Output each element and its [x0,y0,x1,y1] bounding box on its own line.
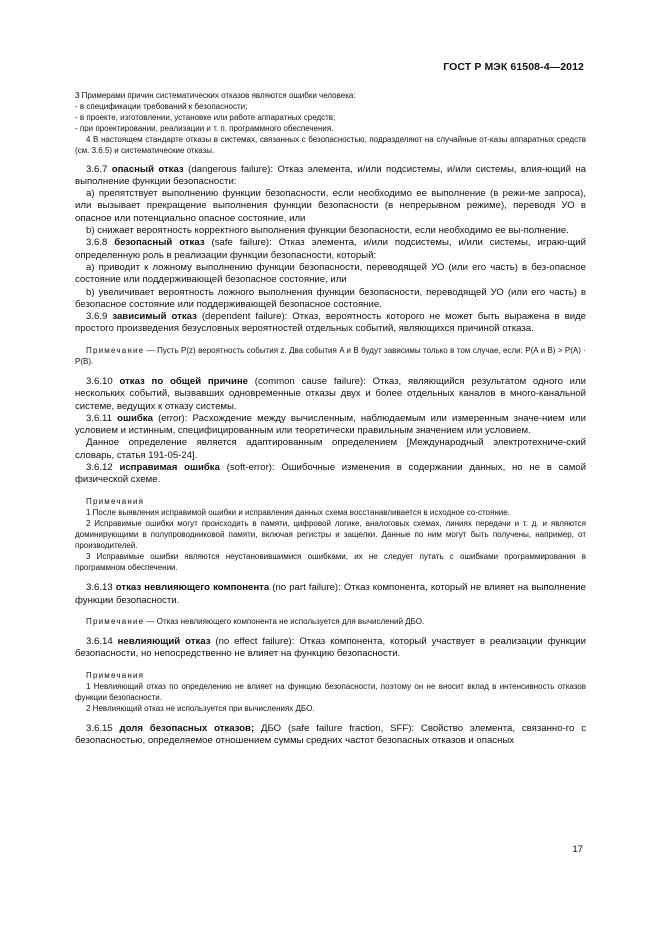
clause-number: 3.6.14 [86,635,113,647]
term: зависимый отказ [112,311,197,323]
clause-number: 3.6.11 [86,412,112,424]
definition-3-6-12 [75,462,586,487]
clause-number: 3.6.12 [86,461,113,473]
note-label: Примечание [86,616,145,626]
clause-number: 3.6.15 [86,722,113,734]
notes-label: Примечания [86,670,145,680]
definition-3-6-15 [75,723,586,748]
note-item: 4 В настоящем стандарте отказы в системах, связанных с безопасностью, подразделяют на случайные от-казы аппаратных средств (см. 3.6.5) и систематические отказы. [75,135,586,156]
note-item: - в проекте, изготовлении, установке или работе аппаратных средств; [75,113,336,123]
note-item: 3 Примерами причин систематических отказов являются ошибки человека: [75,91,356,100]
definition-source: Данное определение является адаптированным определением [Международный электротехниче-ский словарь, статья 191-05-24]. [75,437,586,461]
term: опасный отказ [111,163,184,175]
note-item: 2 Исправимые ошибки могут происходить в памяти, цифровой логике, аналоговых схемах, линиях передачи и т. д. и являются доминирующими в полупроводниковой памяти, включая регистры и защелки. Данные по ним могут быть получены, например, от производителей. [75,518,586,550]
clause-number: 3.6.13 [86,582,113,594]
term: отказ по общей причине [119,375,248,387]
definition-3-6-13 [75,582,586,607]
note-item: 1 После выявления исправимой ошибки и исправления данных схема восстанавливается в исходное со-стояние. [86,507,510,517]
clause-number: 3.6.7 [86,163,108,175]
definition-text: (dependent failure): Отказ, вероятность которого не может быть выражена в виде простого произведения безусловных вероятностей отдельных событий, являющихся причиной отказа. [75,311,586,335]
definition-text: (error): Расхождение между вычисленным, наблюдаемым или измеренным значе-нием или условием и истинным, специфицированным или теоретически правильным значением или условием. [75,412,586,437]
term: безопасный отказ [114,237,205,249]
note-item: 1 Невлияющий отказ по определению не влияет на функцию безопасности, поэтому он не вносит вклад в интенсивность отказов функции безопасности. [75,681,586,702]
clause-number: 3.6.10 [86,375,113,387]
definition-3-6-10 [75,376,586,413]
note-3-6-13 [75,616,586,627]
definition-text: (no part failure): Отказ компонента, который не влияет на выполнение функции безопасности. [75,582,586,606]
term: отказ невлияющего компонента [115,582,270,594]
list-item-a: а) препятствует выполнению функции безопасности, если необходимо ее выполнение (в режи-ме запроса), или вызывает прекращение выполнения функции безопасности (в непрерывном режиме), переводя УО в опасное или потенциально опасное состояние, или [75,188,586,224]
document-header: ГОСТ Р МЭК 61508-4—2012 [443,61,584,73]
term: доля безопасных отказов; [119,722,255,734]
page-number: 17 [572,844,583,855]
note-item: - в спецификации требований к безопасности; [75,102,248,112]
term: ошибка [117,412,153,424]
note-item: 3 Исправимые ошибки являются неустановившимися ошибками, их не следует путать с ошибками программирования в программном обеспечении. [75,552,586,573]
clause-number: 3.6.9 [86,311,108,323]
note-item: 2 Невлияющий отказ не используется при вычислениях ДБО. [86,703,315,713]
note-label: Примечание [86,345,145,355]
note-text: — Отказ невлияющего компонента не используется для вычислений ДБО. [144,616,425,626]
term: невлияющий отказ [117,635,211,647]
definition-text: (soft-error): Ошибочные изменения в содержании данных, но не в самой физической схеме. [75,461,586,486]
definition-3-6-8 [75,237,586,262]
notes-label: Примечания [86,496,145,506]
definition-3-6-7 [75,164,586,189]
definition-text: (common cause failure): Отказ, являющийся результатом одного или нескольких событий, вызвавших одновременные отказы двух и более отдельных каналов в много-канальной системе, ведущих к отказу системы. [75,375,586,412]
list-item-b: b) снижает вероятность корректного выполнения функции безопасности, если необходимо ее вы-полнение. [86,225,569,237]
clause-number: 3.6.8 [86,237,108,249]
definition-3-6-14 [75,636,586,661]
definition-3-6-11 [75,413,586,438]
definition-text: (dangerous failure): Отказ элемента, и/или подсистемы, и/или системы, влия-ющий на выполнение функции безопасности: [75,163,586,187]
page-content [75,90,586,747]
definition-text: (safe failure): Отказ элемента, и/или подсистемы, и/или системы, играю-щий определенную роль в реализации функции безопасности, который: [75,237,586,261]
note-text: — Пусть P(z) вероятность события z. Два события A и B будут зависимы только в том случае, если: P(A и B) > P(A) · P(B). [75,345,586,366]
list-item-b: b) увеличивает вероятность ложного выполнения функции безопасности, переводящей УО (или его часть) в безопасное состояние или поддерживающей безопасное состояние. [75,286,586,310]
definition-3-6-9 [75,311,586,336]
note-item: - при проектировании, реализации и т. п. программного обеспечения. [75,124,334,134]
note-3-6-9 [75,345,586,367]
list-item-a: а) приводит к ложному выполнению функции безопасности, переводящей УО (или его часть) в без-опасное состояние или поддерживающей безопасное состояние, или [75,261,586,286]
term: исправимая ошибка [119,461,220,473]
definition-text: (no effect failure): Отказ компонента, который участвует в реализации функции безопасности, но непосредственно не влияет на функцию безопасности. [75,635,586,660]
definition-text: ДБО (safe failure fraction, SFF): Свойство элемента, связанно-го с безопасностью, определяемое отношением суммы средних частот безопасных отказов и опасных [75,722,586,747]
